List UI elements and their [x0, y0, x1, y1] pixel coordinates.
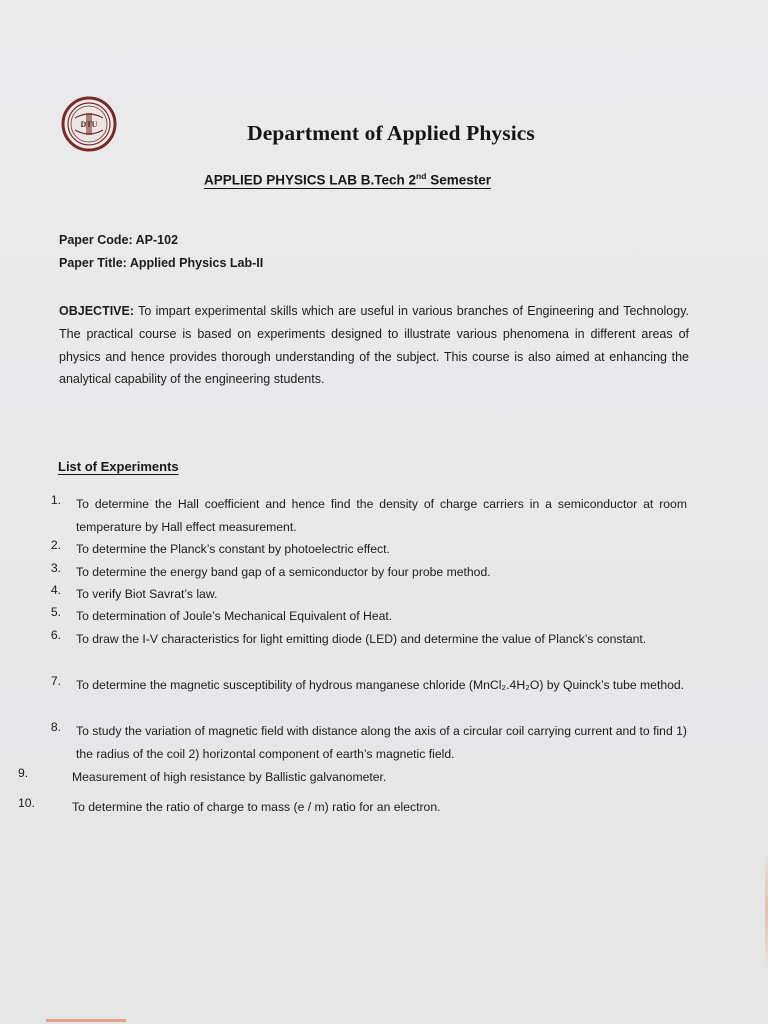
list-item-text: To determine the ratio of charge to mass (e / m) ratio for an electron. [72, 800, 441, 814]
list-item-number: 10. [18, 796, 35, 810]
list-item-number: 1. [50, 493, 61, 507]
objective-text: To impart experimental skills which are useful in various branches of Engineering and Technology. The practical course is based on experiments designed to illustrate various phenomena in different areas of physics and hence provides thorough understanding of the subject. This course is also aimed at enhancing the analytical capability of the engineering students. [59, 304, 689, 387]
page-title: Department of Applied Physics [247, 121, 535, 145]
list-item-number: 4. [50, 583, 61, 597]
paper-code: Paper Code: AP-102 [59, 233, 179, 247]
list-item-text: Measurement of high resistance by Ballistic galvanometer. [72, 770, 387, 784]
svg-text:DTU: DTU [80, 120, 98, 129]
list-item-number: 8. [50, 720, 61, 734]
list-item-text: To determine the magnetic susceptibility of hydrous manganese chloride (MnCl₂.4H₂O) by Quinck’s tube method. [76, 678, 685, 692]
objective-label: OBJECTIVE: [59, 304, 135, 318]
list-item-text: To determine the Hall coefficient and hence find the density of charge carriers in a semiconductor at room temperature by Hall effect measurement. [76, 497, 687, 534]
list-item-text: To determination of Joule’s Mechanical Equivalent of Heat. [76, 609, 393, 623]
list-item-text: To draw the I-V characteristics for light emitting diode (LED) and determine the value of Planck’s constant. [76, 632, 647, 646]
list-item-number: 7. [50, 674, 61, 688]
objective-paragraph [59, 300, 689, 391]
list-item-number: 2. [50, 538, 61, 552]
course-subtitle: APPLIED PHYSICS LAB B.Tech 2nd Semester [204, 171, 491, 188]
list-item-number: 9. [18, 766, 29, 780]
list-item-text: To study the variation of magnetic field with distance along the axis of a circular coil carrying current and to find 1) the radius of the coil 2) horizontal component of earth’s magnetic field. [76, 724, 687, 761]
list-item-text: To determine the energy band gap of a semiconductor by four probe method. [76, 565, 491, 579]
scan-edge-mark [46, 1019, 126, 1022]
list-item-number: 6. [50, 628, 61, 642]
list-item-text: To verify Biot Savrat’s law. [76, 587, 218, 601]
list-item-number: 3. [50, 561, 61, 575]
list-item-number: 5. [50, 605, 61, 619]
paper-title: Paper Title: Applied Physics Lab-II [59, 256, 264, 270]
experiments-heading: List of Experiments [58, 459, 179, 474]
list-item-text: To determine the Planck’s constant by photoelectric effect. [76, 542, 390, 556]
